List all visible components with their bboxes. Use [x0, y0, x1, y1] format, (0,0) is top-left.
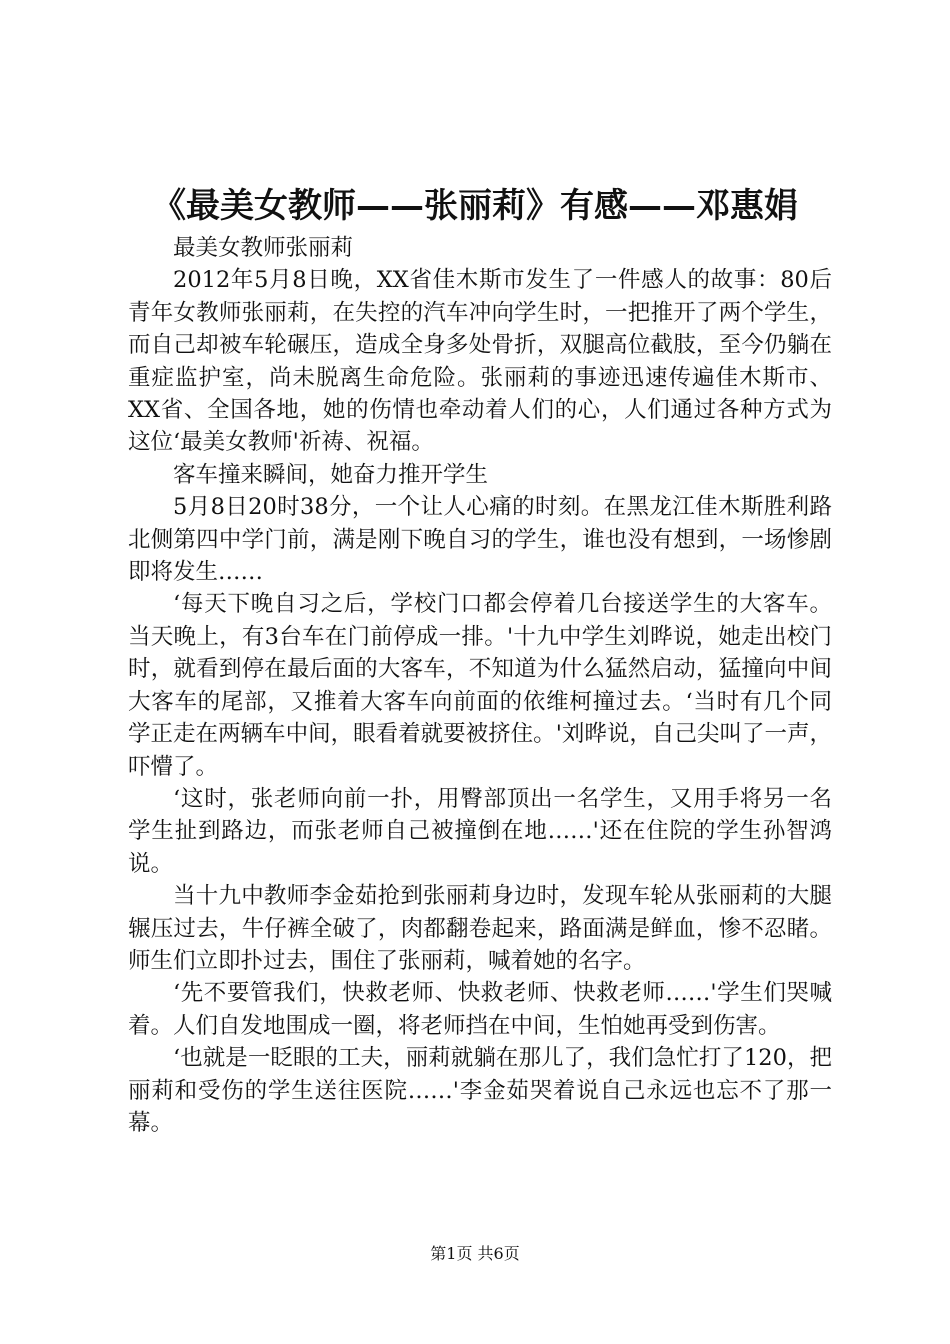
paragraph: ‘每天下晚自习之后，学校门口都会停着几台接送学生的大客车。当天晚上，有3台车在门前停成一排。'十九中学生刘晔说，她走出校门时，就看到停在最后面的大客车，不知道为什么猛然启动，猛撞向中间大客车的尾部，又推着大客车向前面的依维柯撞过去。‘当时有几个同学正走在两辆车中间，眼看着就要被挤住。'刘晔说，自己尖叫了一声，吓懵了。 — [128, 591, 832, 780]
paragraph: ‘也就是一眨眼的工夫，丽莉就躺在那儿了，我们急忙打了120，把丽莉和受伤的学生送往医院……'李金茹哭着说自己永远也忘不了那一幕。 — [128, 1045, 832, 1136]
page-title: 《最美女教师——张丽莉》有感——邓惠娟 — [152, 186, 798, 226]
paragraph: 2012年5月8日晚，XX省佳木斯市发生了一件感人的故事：80后青年女教师张丽莉，在失控的汽车冲向学生时，一把推开了两个学生，而自己却被车轮碾压，造成全身多处骨折，双腿高位截肢，至今仍躺在重症监护室，尚未脱离生命危险。张丽莉的事迹迅速传遍佳木斯市、XX省、全国各地，她的伤情也牵动着人们的心，人们通过各种方式为这位‘最美女教师'祈祷、祝福。 — [128, 267, 832, 456]
paragraph: ‘这时，张老师向前一扑，用臀部顶出一名学生，又用手将另一名学生扯到路边，而张老师自己被撞倒在地……'还在住院的学生孙智鸿说。 — [128, 785, 832, 877]
paragraph: ‘先不要管我们，快救老师、快救老师、快救老师……'学生们哭喊着。人们自发地围成一圈，将老师挡在中间，生怕她再受到伤害。 — [128, 980, 832, 1039]
paragraph: 5月8日20时38分，一个让人心痛的时刻。在黑龙江佳木斯胜利路北侧第四中学门前，满是刚下晚自习的学生，谁也没有想到，一场惨剧即将发生…… — [128, 494, 832, 586]
section-heading: 客车撞来瞬间，她奋力推开学生 — [173, 461, 489, 488]
paragraph: 当十九中教师李金茹抢到张丽莉身边时，发现车轮从张丽莉的大腿辗压过去，牛仔裤全破了，肉都翻卷起来，路面满是鲜血，惨不忍睹。师生们立即扑过去，围住了张丽莉，喊着她的名字。 — [128, 883, 832, 974]
section-heading: 最美女教师张丽莉 — [173, 235, 354, 261]
page-number-footer: 第1页 共6页 — [430, 1244, 520, 1263]
article-body — [128, 232, 832, 1139]
